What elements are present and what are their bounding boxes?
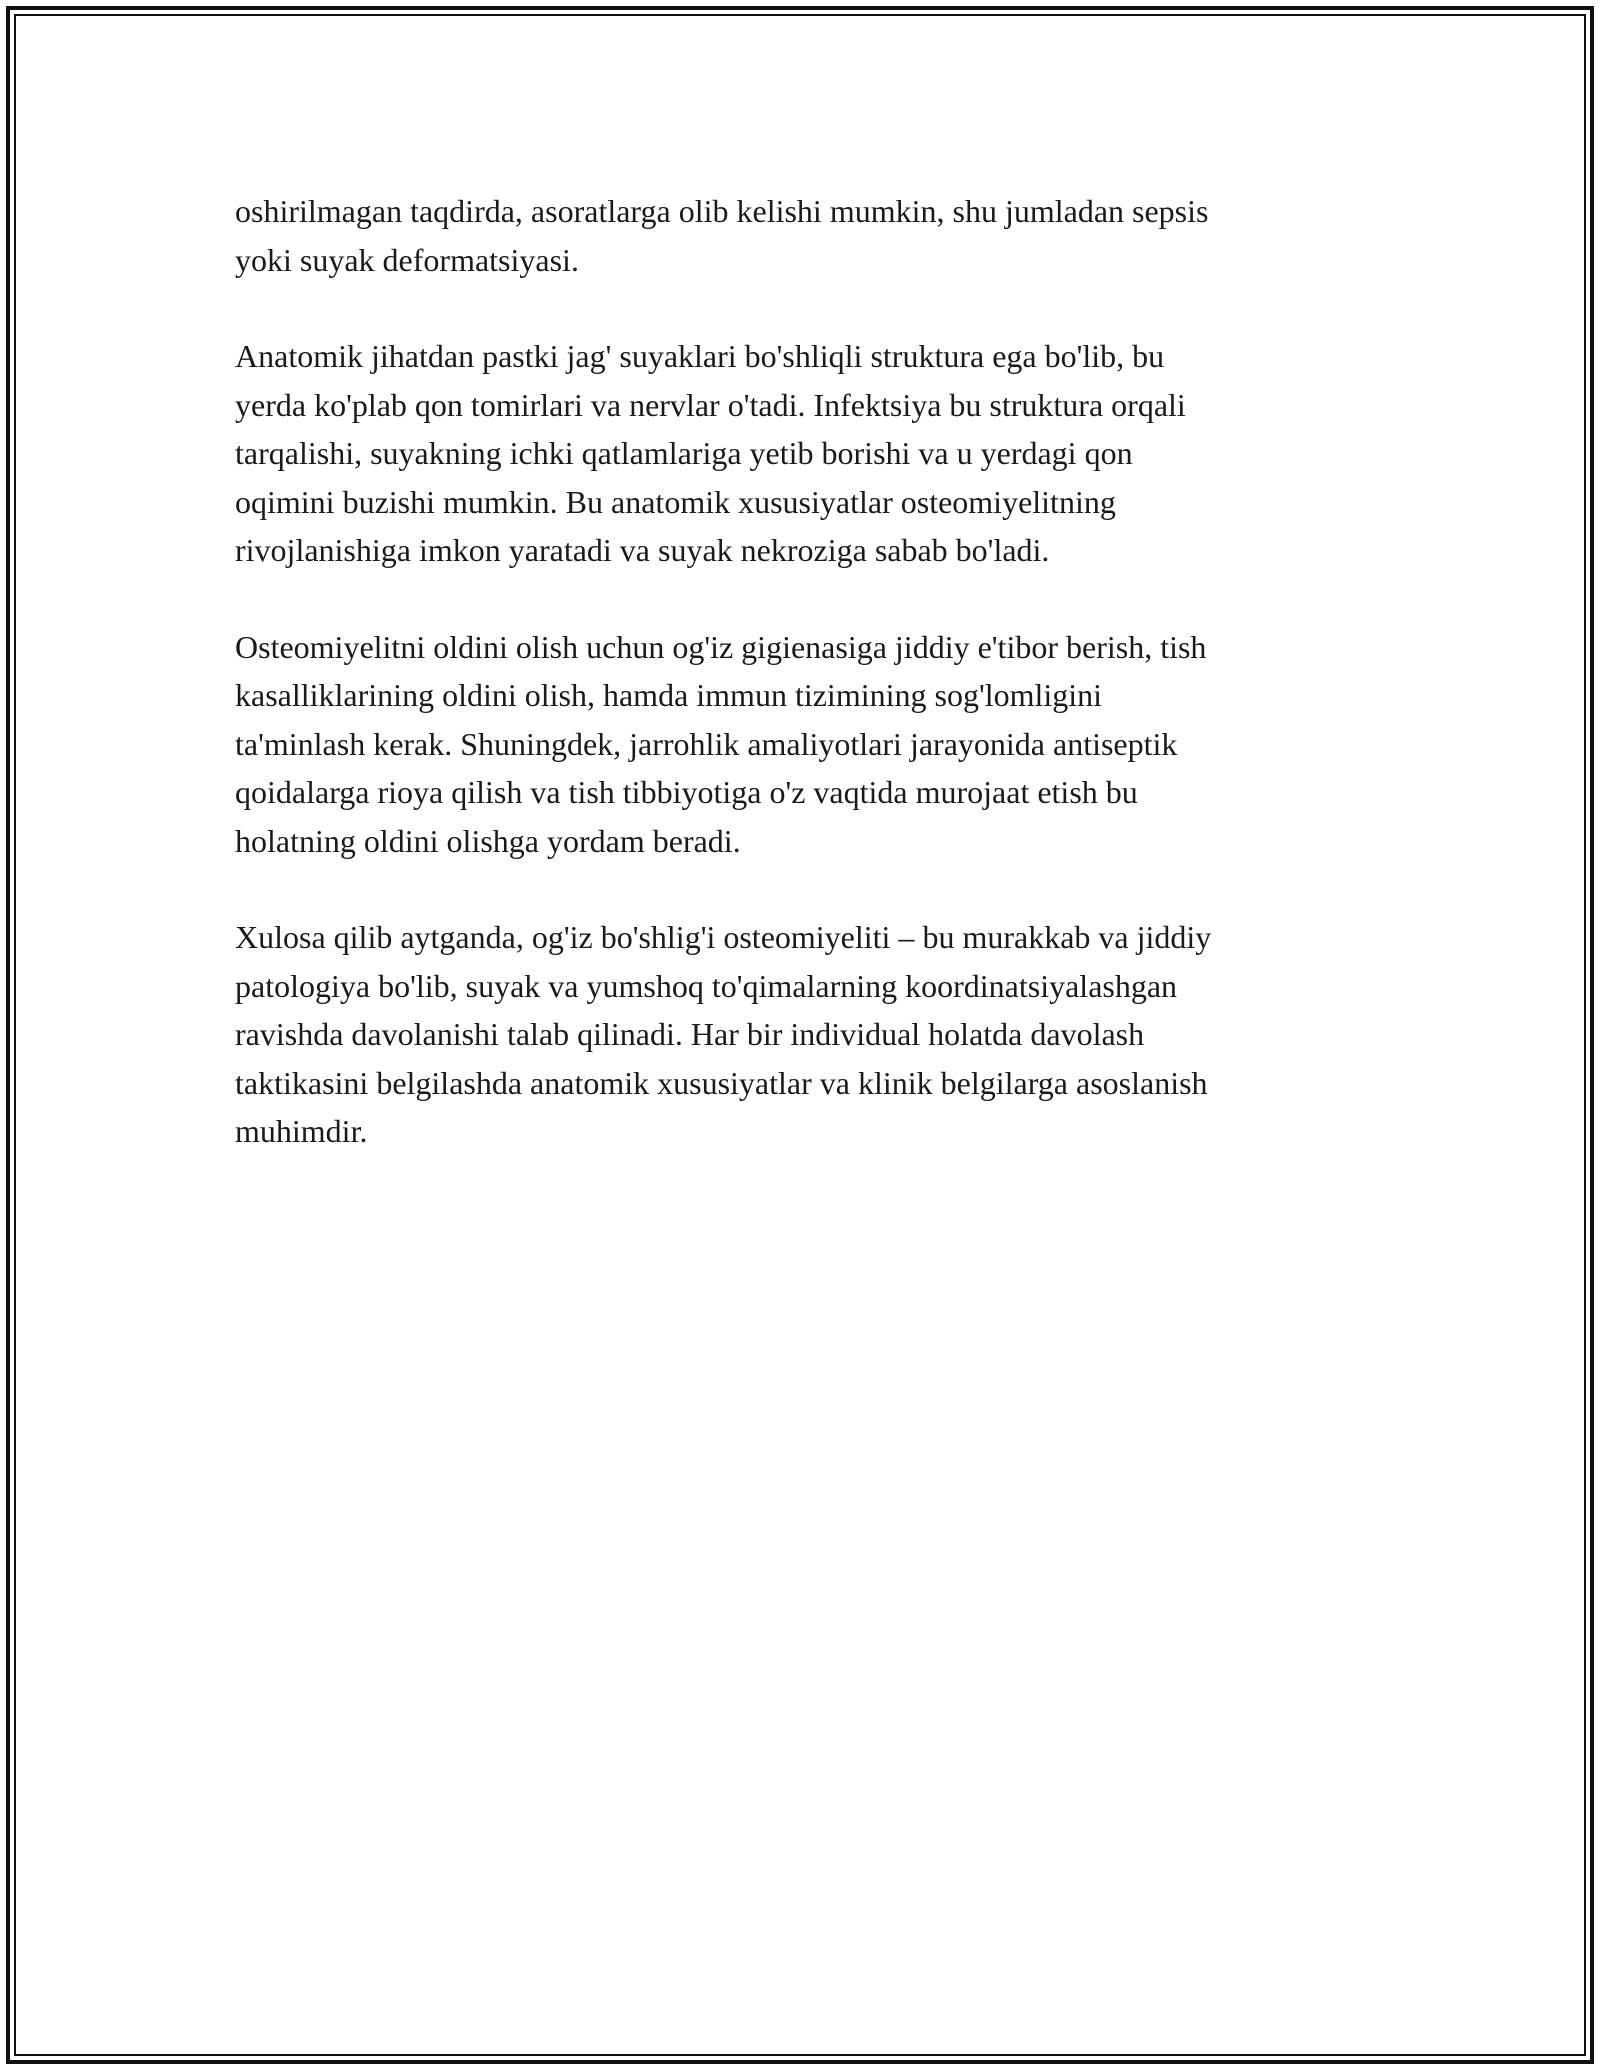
text-line: qoidalarga rioya qilish va tish tibbiyotiga o'z vaqtida murojaat etish bu — [235, 774, 1138, 810]
text-line: holatning oldini olishga yordam beradi. — [235, 822, 741, 859]
text-line: oqimini buzishi mumkin. Bu anatomik xususiyatlar osteomiyelitning — [235, 483, 1116, 520]
text-line: tarqalishi, suyakning ichki qatlamlariga yetib borishi va u yerdagi qon — [235, 435, 1133, 471]
text-line: Xulosa qilib aytganda, og'iz bo'shlig'i osteomiyeliti – bu murakkab va jiddiy — [235, 919, 1212, 955]
text-line: oshirilmagan taqdirda, asoratlarga olib kelishi mumkin, shu jumladan sepsis — [235, 193, 1209, 229]
text-line: Anatomik jihatdan pastki jag' suyaklari bo'shliqli struktura ega bo'lib, bu — [235, 338, 1165, 374]
document-body — [235, 187, 1375, 1204]
text-line: taktikasini belgilashda anatomik xususiyatlar va klinik belgilarga asoslanish — [235, 1064, 1208, 1101]
text-line: rivojlanishiga imkon yaratadi va suyak nekroziga sabab bo'ladi. — [235, 532, 1050, 568]
paragraph-3 — [235, 623, 1375, 866]
text-line: kasalliklarining oldini olish, hamda immun tizimining sog'lomligini — [235, 677, 1103, 713]
text-line: yerda ko'plab qon tomirlari va nervlar o'tadi. Infektsiya bu struktura orqali — [235, 386, 1186, 423]
paragraph-1 — [235, 187, 1375, 284]
text-line: ta'minlash kerak. Shuningdek, jarrohlik amaliyotlari jarayonida antiseptik — [235, 725, 1178, 762]
text-line: yoki suyak deformatsiyasi. — [235, 241, 579, 278]
paragraph-4 — [235, 913, 1375, 1156]
text-line: muhimdir. — [235, 1113, 368, 1149]
paragraph-2 — [235, 332, 1375, 575]
text-line: ravishda davolanishi talab qilinadi. Har bir individual holatda davolash — [235, 1016, 1145, 1052]
text-line: patologiya bo'lib, suyak va yumshoq to'qimalarning koordinatsiyalashgan — [235, 967, 1178, 1004]
text-line: Osteomiyelitni oldini olish uchun og'iz gigienasiga jiddiy e'tibor berish, tish — [235, 628, 1207, 665]
